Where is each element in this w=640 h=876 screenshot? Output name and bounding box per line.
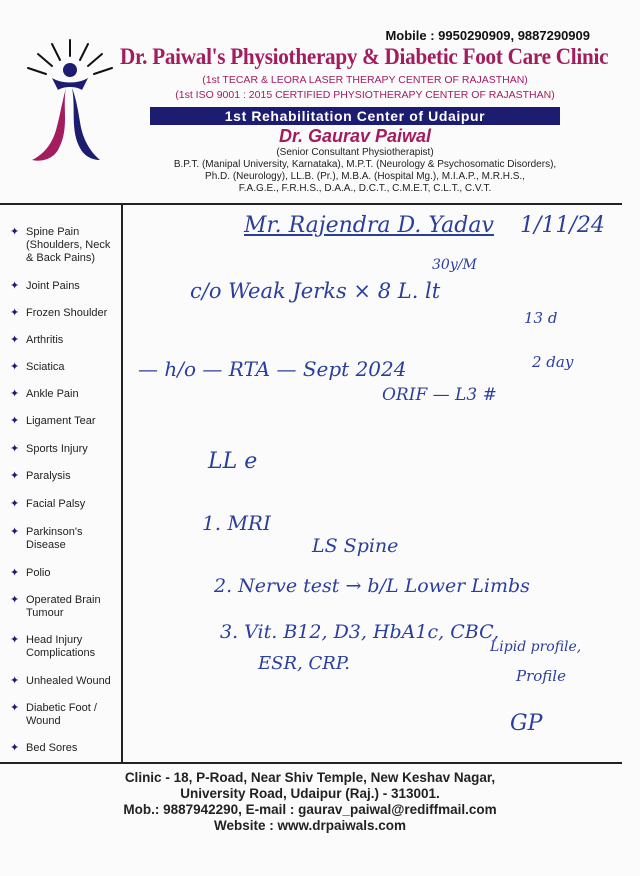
- sidebar-item: [10, 702, 120, 728]
- four-point-star-icon: ✦: [10, 526, 20, 538]
- prescription-notes: [124, 205, 624, 760]
- sidebar-item: [10, 470, 120, 483]
- address-line: University Road, Udaipur (Raj.) - 313001.: [180, 786, 440, 801]
- four-point-star-icon: ✦: [10, 280, 20, 292]
- sidebar-item-label: Paralysis: [26, 470, 71, 482]
- visit-date: 1/11/24: [520, 213, 605, 238]
- four-point-star-icon: ✦: [10, 415, 20, 427]
- clinic-address-footer: [60, 770, 560, 834]
- sidebar-item-label: Parkinson's Disease: [26, 526, 83, 551]
- clinic-name: Dr. Paiwal's Physiotherapy & Diabetic Foot Care Clinic: [120, 44, 609, 69]
- sidebar-item: [10, 634, 120, 660]
- four-point-star-icon: ✦: [10, 361, 20, 373]
- sidebar-item: [10, 388, 120, 401]
- sidebar-item: [10, 226, 120, 265]
- four-point-star-icon: ✦: [10, 307, 20, 319]
- four-point-star-icon: ✦: [10, 226, 20, 238]
- sidebar-item-label: Diabetic Foot / Wound: [26, 702, 97, 727]
- website-line: Website : www.drpaiwals.com: [213, 818, 407, 833]
- four-point-star-icon: ✦: [10, 498, 20, 510]
- findings-line: LL e: [208, 449, 258, 474]
- tagline-iso: (1st ISO 9001 : 2015 CERTIFIED PHYSIOTHERAPY CENTER OF RAJASTHAN): [175, 89, 555, 101]
- sidebar-item-label: Arthritis: [26, 334, 64, 346]
- sidebar-item-label: Sciatica: [26, 361, 65, 373]
- sidebar-item-label: Unhealed Wound: [26, 675, 111, 687]
- advice-detail: LS Spine: [312, 535, 399, 557]
- four-point-star-icon: ✦: [10, 675, 20, 687]
- sidebar-item: [10, 742, 120, 755]
- sidebar-item: [10, 675, 120, 688]
- clinic-logo: [22, 38, 122, 168]
- sidebar-item-label: Facial Palsy: [26, 498, 86, 510]
- sidebar-item-label: Joint Pains: [26, 280, 80, 292]
- sidebar-item-label: Bed Sores: [26, 742, 78, 754]
- complaint-duration: 13 d: [524, 309, 558, 327]
- sidebar-item: [10, 567, 120, 580]
- four-point-star-icon: ✦: [10, 443, 20, 455]
- qualifications-line: Ph.D. (Neurology), LL.B. (Pr.), M.B.A. (Hospital Mg.), M.I.A.P., M.R.H.S.,: [205, 171, 525, 182]
- patient-name: Mr. Rajendra D. Yadav: [244, 213, 494, 238]
- sidebar-item-label: Ligament Tear: [26, 415, 96, 427]
- history-line: — h/o — RTA — Sept 2024: [138, 357, 407, 381]
- sidebar-item-label: Ankle Pain: [26, 388, 79, 400]
- four-point-star-icon: ✦: [10, 567, 20, 579]
- surgery-line: ORIF — L3 #: [382, 385, 497, 405]
- rehab-banner: 1st Rehabilitation Center of Udaipur: [150, 107, 560, 125]
- history-duration: 2 day: [532, 353, 574, 371]
- mobile-numbers: [385, 28, 590, 43]
- four-point-star-icon: ✦: [10, 702, 20, 714]
- sidebar-item-label: Spine Pain (Shoulders, Neck & Back Pains): [26, 226, 111, 264]
- mobile-value: 9950290909, 9887290909: [438, 28, 590, 43]
- advice-detail: Profile: [516, 667, 566, 685]
- sidebar-item-label: Polio: [26, 567, 51, 579]
- sidebar-item: [10, 415, 120, 428]
- footer-divider: [0, 762, 622, 764]
- advice-detail: ESR, CRP.: [258, 653, 350, 674]
- doctor-name: Dr. Gaurav Paiwal: [278, 126, 432, 146]
- advice-item: 2. Nerve test → b/L Lower Limbs: [214, 575, 530, 597]
- four-point-star-icon: ✦: [10, 388, 20, 400]
- sidebar-item: [10, 594, 120, 620]
- sidebar-item-label: Head Injury Complications: [26, 634, 96, 659]
- contact-line: Mob.: 9887942290, E-mail : gaurav_paiwal@rediffmail.com: [123, 802, 497, 817]
- sidebar-item: [10, 280, 120, 293]
- sidebar-item: [10, 498, 120, 511]
- four-point-star-icon: ✦: [10, 594, 20, 606]
- advice-item: 1. MRI: [202, 511, 271, 535]
- sidebar-item: [10, 361, 120, 374]
- sidebar-item: [10, 307, 120, 320]
- sidebar-item-label: Operated Brain Tumour: [26, 594, 101, 619]
- sidebar-item: [10, 334, 120, 347]
- patient-age: 30y/M: [432, 257, 477, 273]
- sidebar-item: [10, 526, 120, 552]
- tagline-tecar: (1st TECAR & LEORA LASER THERAPY CENTER OF RAJASTHAN): [202, 74, 528, 86]
- doctor-qualifications: [130, 159, 600, 195]
- four-point-star-icon: ✦: [10, 470, 20, 482]
- mobile-label: Mobile :: [385, 28, 435, 43]
- sidebar-divider: [121, 204, 123, 763]
- advice-detail: Lipid profile,: [490, 639, 582, 655]
- advice-item: 3. Vit. B12, D3, HbA1c, CBC,: [220, 621, 499, 643]
- qualifications-line: B.P.T. (Manipal University, Karnataka), M.P.T. (Neurology & Psychosomatic Disorders),: [173, 159, 557, 170]
- four-point-star-icon: ✦: [10, 334, 20, 346]
- sidebar-item-label: Frozen Shoulder: [26, 307, 108, 319]
- doctor-signature: GP: [510, 711, 543, 736]
- address-line: Clinic - 18, P-Road, Near Shiv Temple, New Keshav Nagar,: [124, 770, 496, 785]
- sidebar-item: [10, 443, 120, 456]
- complaint-line: c/o Weak Jerks × 8 L. lt: [190, 279, 441, 303]
- qualifications-line: F.A.G.E., F.R.H.S., D.A.A., D.C.T., C.M.E.T, C.L.T., C.V.T.: [238, 183, 492, 194]
- four-point-star-icon: ✦: [10, 742, 20, 754]
- doctor-designation: (Senior Consultant Physiotherapist): [276, 147, 434, 158]
- four-point-star-icon: ✦: [10, 634, 20, 646]
- sidebar-item-label: Sports Injury: [26, 443, 88, 455]
